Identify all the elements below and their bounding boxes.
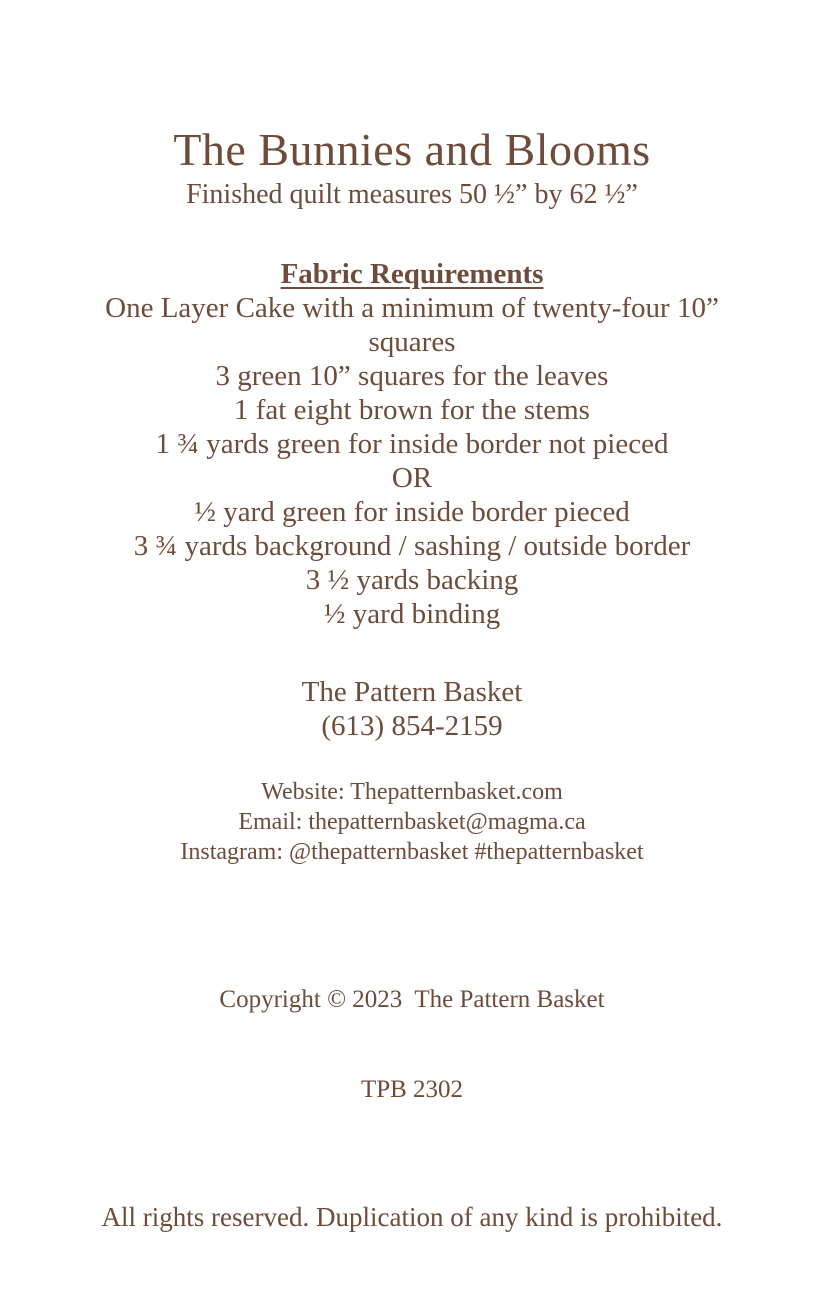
fabric-item-binding: ½ yard binding: [323, 598, 501, 631]
fabric-requirements-heading: Fabric Requirements: [280, 258, 544, 291]
copyright-line: Copyright © 2023 The Pattern Basket: [219, 986, 605, 1014]
publisher-phone: (613) 854-2159: [321, 710, 503, 743]
rights-notice: All rights reserved. Duplication of any kind is prohibited.: [101, 1202, 723, 1233]
fabric-item-layer-cake: One Layer Cake with a minimum of twenty-four 10” squares: [105, 292, 719, 359]
pattern-number: TPB 2302: [360, 1076, 464, 1104]
fabric-requirements-list: [72, 291, 752, 631]
fabric-item-green-squares: 3 green 10” squares for the leaves: [215, 360, 609, 393]
fabric-item-or-separator: OR: [391, 462, 433, 495]
page-title: The Bunnies and Blooms: [173, 124, 651, 175]
publisher-block: [0, 675, 824, 743]
contact-email: Email: thepatternbasket@magma.ca: [238, 809, 586, 836]
contact-instagram: Instagram: @thepatternbasket #thepatternbasket: [180, 839, 644, 866]
publisher-name: The Pattern Basket: [301, 676, 523, 709]
fabric-item-green-border-not-pieced: 1 ¾ yards green for inside border not pieced: [155, 428, 669, 461]
copyright-block: [0, 925, 824, 1165]
contact-block: [0, 777, 824, 867]
contact-website: Website: Thepatternbasket.com: [261, 779, 563, 806]
fabric-item-fat-eight-brown: 1 fat eight brown for the stems: [234, 394, 590, 427]
fabric-item-green-border-pieced: ½ yard green for inside border pieced: [194, 496, 630, 529]
fabric-item-background-sashing: 3 ¾ yards background / sashing / outside border: [133, 530, 691, 563]
fabric-item-backing: 3 ½ yards backing: [305, 564, 519, 597]
quilt-size-subtitle: Finished quilt measures 50 ½” by 62 ½”: [186, 179, 638, 211]
